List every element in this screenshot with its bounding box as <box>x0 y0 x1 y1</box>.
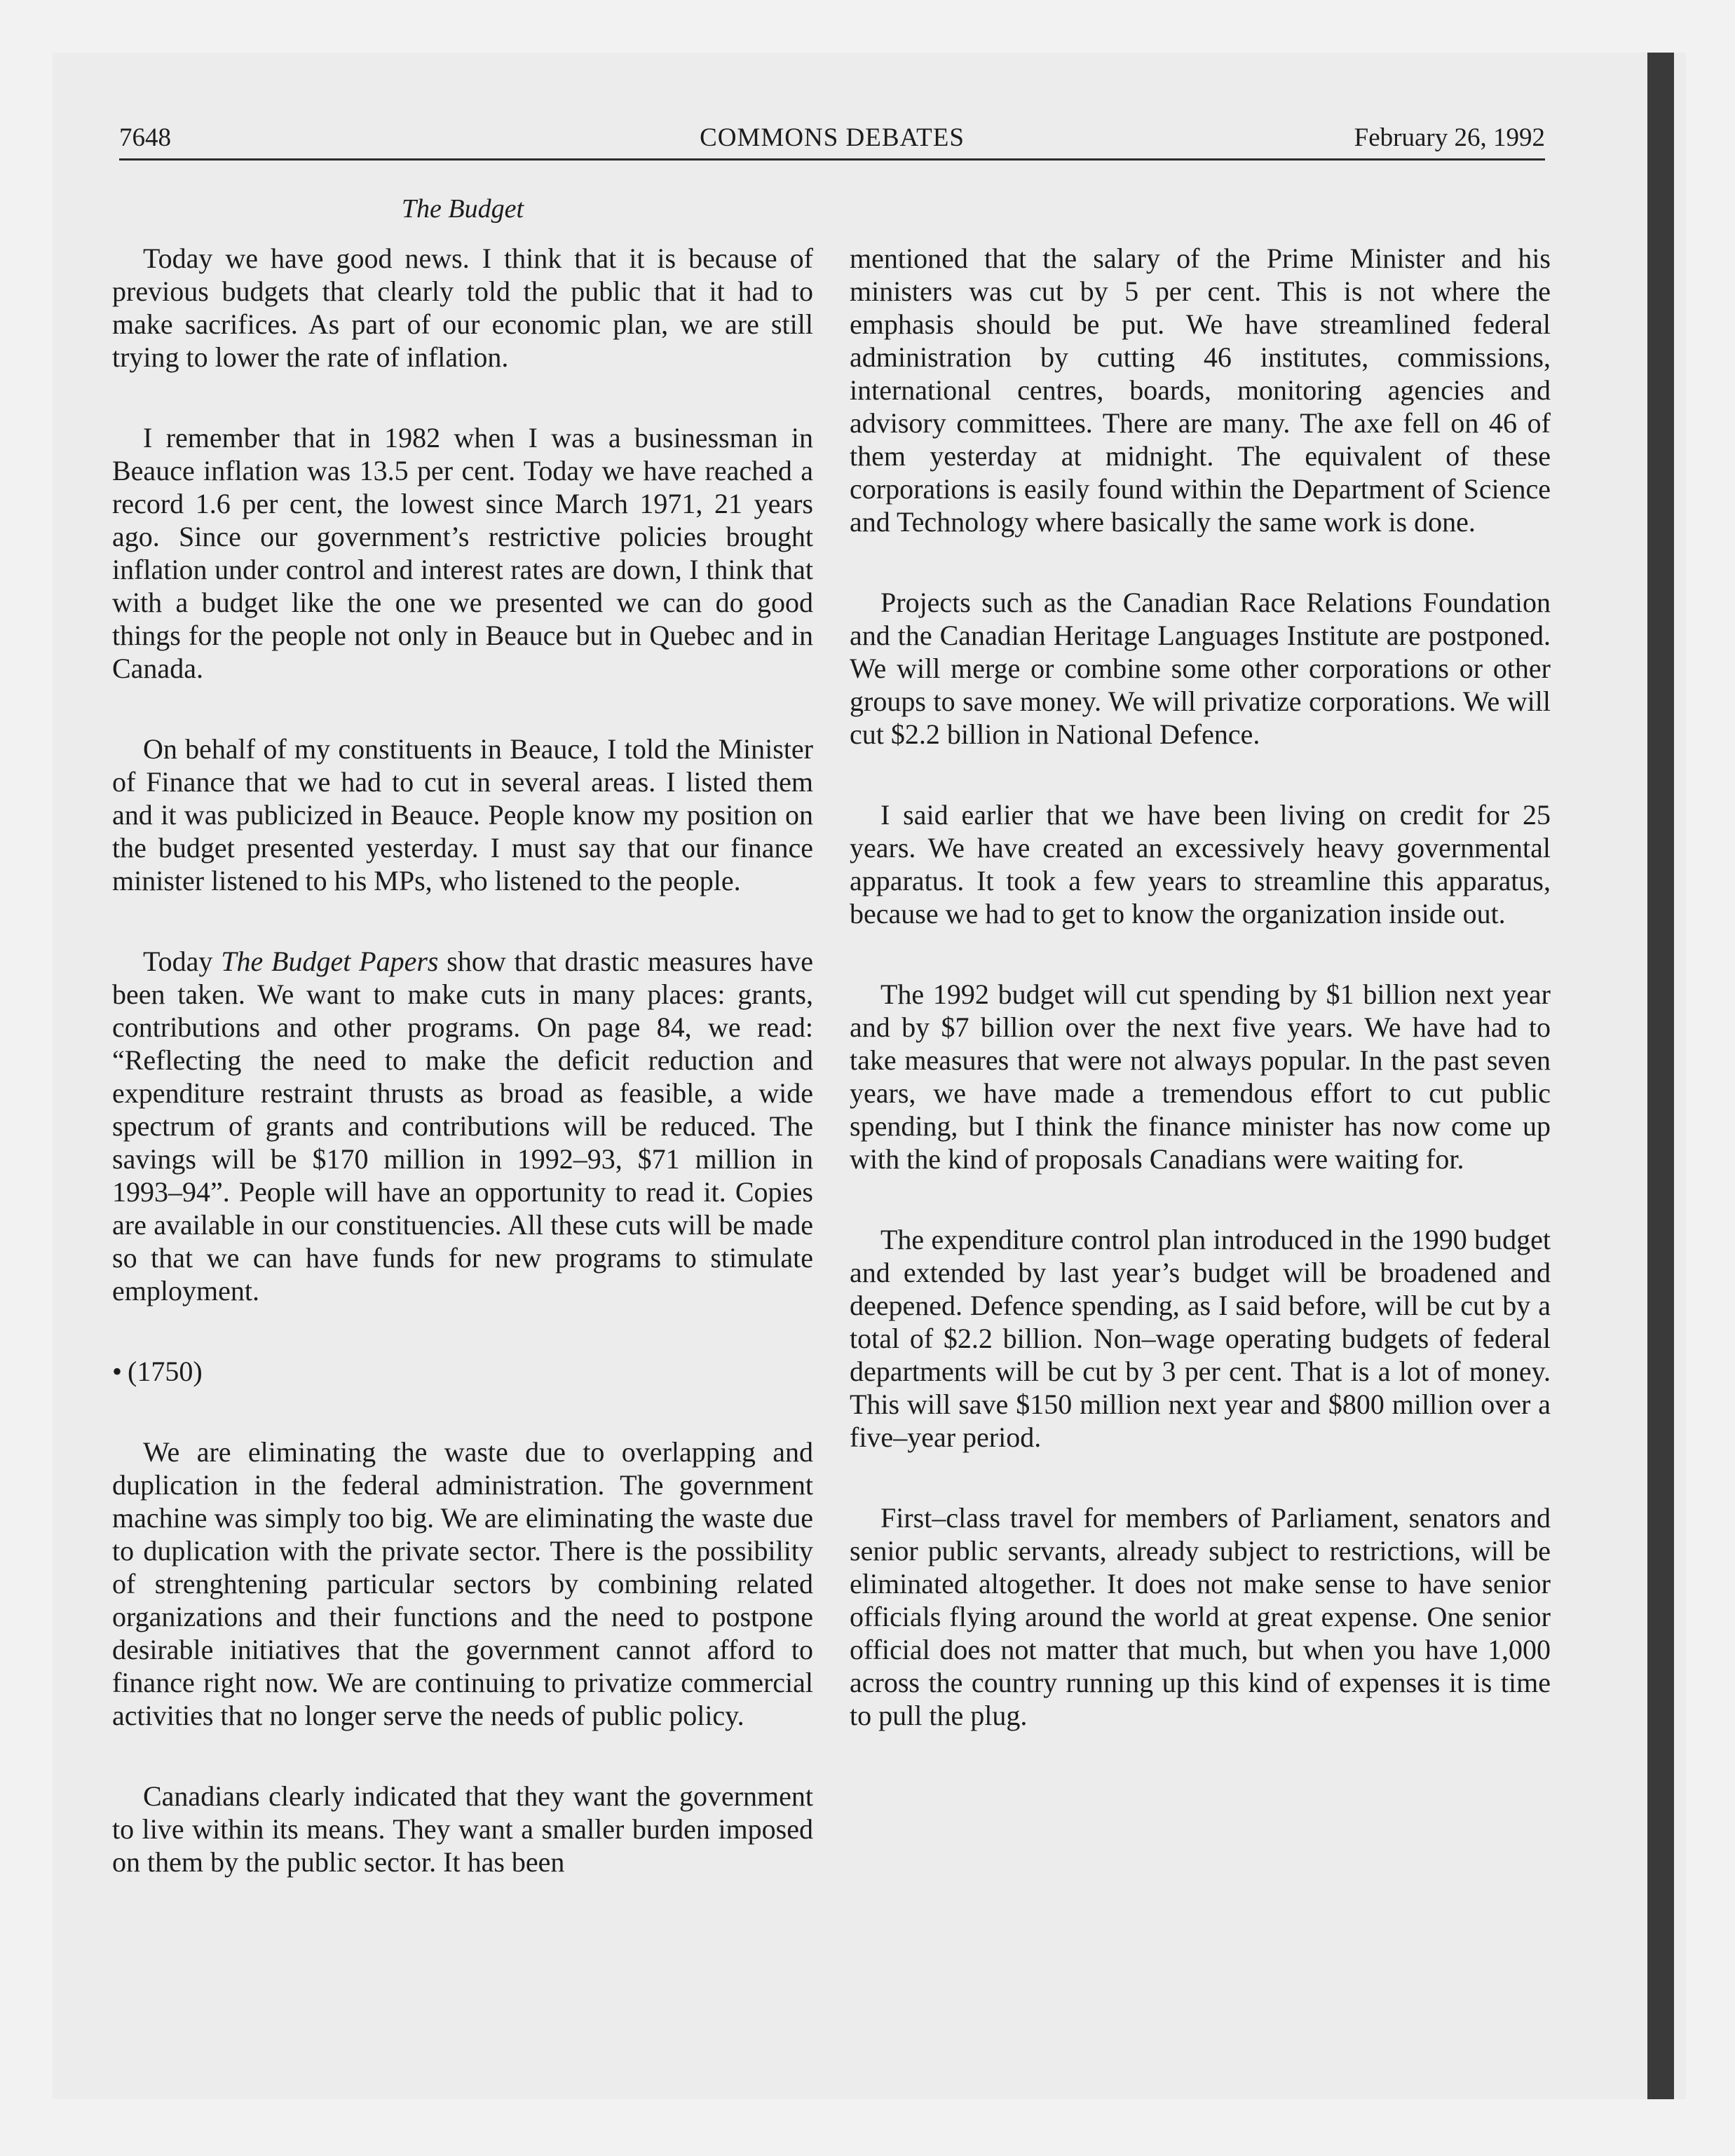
right-column <box>850 242 1551 1780</box>
left-column <box>112 242 813 1926</box>
publication-title: The Budget Papers <box>221 946 439 977</box>
bullet-icon: • <box>112 1356 123 1387</box>
paragraph: Projects such as the Canadian Race Relations Foundation and the Canadian Heritage Languages Institute are postponed. We will merge or combine some other corporations or other groups to save money. We will privatize corporations. We will cut $2.2 billion in National Defence. <box>850 587 1551 750</box>
paragraph: Canadians clearly indicated that they want the government to live within its means. They want a smaller burden imposed on them by the public sector. It has been <box>112 1780 813 1878</box>
paragraph: The expenditure control plan introduced in the 1990 budget and extended by last year’s budget will be broadened and deepened. Defence spending, as I said before, will be cut by a total of $2.2 billion. Non–wage operating budgets of federal departments will be cut by 3 per cent. That is a lot of money. This will save $150 million next year and $800 million over a five–year period. <box>850 1224 1551 1453</box>
paragraph: I remember that in 1982 when I was a businessman in Beauce inflation was 13.5 per cent. Today we have reached a record 1.6 per cent, the lowest since March 1971, 21 years ago. Since our government’s restrictive policies brought inflation under control and interest rates are down, I think that with a budget like the one we presented we can do good things for the people not only in Beauce but in Quebec and in Canada. <box>112 422 813 684</box>
timestamp-marker <box>112 1355 813 1388</box>
running-head: COMMONS DEBATES <box>700 123 965 152</box>
paragraph: I said earlier that we have been living on credit for 25 years. We have created an excessively heavy governmental apparatus. It took a few years to streamline this apparatus, because we had to get to know the organization inside out. <box>850 799 1551 929</box>
paragraph: On behalf of my constituents in Beauce, I told the Minister of Finance that we had to cut in several areas. I listed them and it was publicized in Beauce. People know my position on the budget presented yesterday. I must say that our finance minister listened to his MPs, who listened to the people. <box>112 733 813 896</box>
paragraph: We are eliminating the waste due to overlapping and duplication in the federal administration. The government machine was simply too big. We are eliminating the waste due to duplication with the private sector. There is the possibility of strenghtening particular sectors by combining related organizations and their functions and the need to postpone desirable initiatives that the government cannot afford to finance right now. We are continuing to privatize commercial activities that no longer serve the needs of public policy. <box>112 1436 813 1731</box>
timestamp: (1750) <box>128 1356 203 1387</box>
paragraph-rest: show that drastic measures have been taken. We want to make cuts in many places: grants, contributions and other programs. On page 84, we read: “Reflecting the need to make the deficit reduction and expenditure restraint thrusts as broad as feasible, a wide spectrum of grants and contributions will be reduced. The savings will be $170 million in 1992–93, $71 million in 1993–94”. People will have an opportunity to read it. Copies are available in our constituencies. All these cuts will be made so that we can have funds for new programs to stimulate employment. <box>112 946 813 1306</box>
paragraph: The 1992 budget will cut spending by $1 billion next year and by $7 billion over the next five years. We have had to take measures that were not always popular. In the past seven years, we have made a tremendous effort to cut public spending, but I think the finance minister has now come up with the kind of proposals Canadians were waiting for. <box>850 978 1551 1175</box>
paragraph: First–class travel for members of Parliament, senators and senior public servants, already subject to restrictions, will be eliminated altogether. It does not make sense to have senior officials flying around the world at great expense. One senior official does not matter that much, but when you have 1,000 across the country running up this kind of expenses it is time to pull the plug. <box>850 1502 1551 1731</box>
section-title: The Budget <box>401 194 524 224</box>
page-number: 7648 <box>119 123 171 152</box>
paragraph <box>112 945 813 1307</box>
header-rule <box>119 158 1545 161</box>
paragraph-lead: Today <box>143 946 222 977</box>
paragraph-continued: mentioned that the salary of the Prime Minister and his ministers was cut by 5 per cent. This is not where the emphasis should be put. We have streamlined federal administration by cutting 46 institutes, commissions, international centres, boards, monitoring agencies and advisory committees. There are many. The axe fell on 46 of them yesterday at midnight. The equivalent of these corporations is easily found within the Department of Science and Technology where basically the same work is done. <box>850 243 1551 538</box>
page-header <box>119 118 1545 158</box>
header-date: February 26, 1992 <box>1354 123 1545 152</box>
binding-edge <box>1647 53 1674 2099</box>
paragraph: Today we have good news. I think that it is because of previous budgets that clearly told the public that it had to make sacrifices. As part of our economic plan, we are still trying to lower the rate of inflation. <box>112 243 813 373</box>
